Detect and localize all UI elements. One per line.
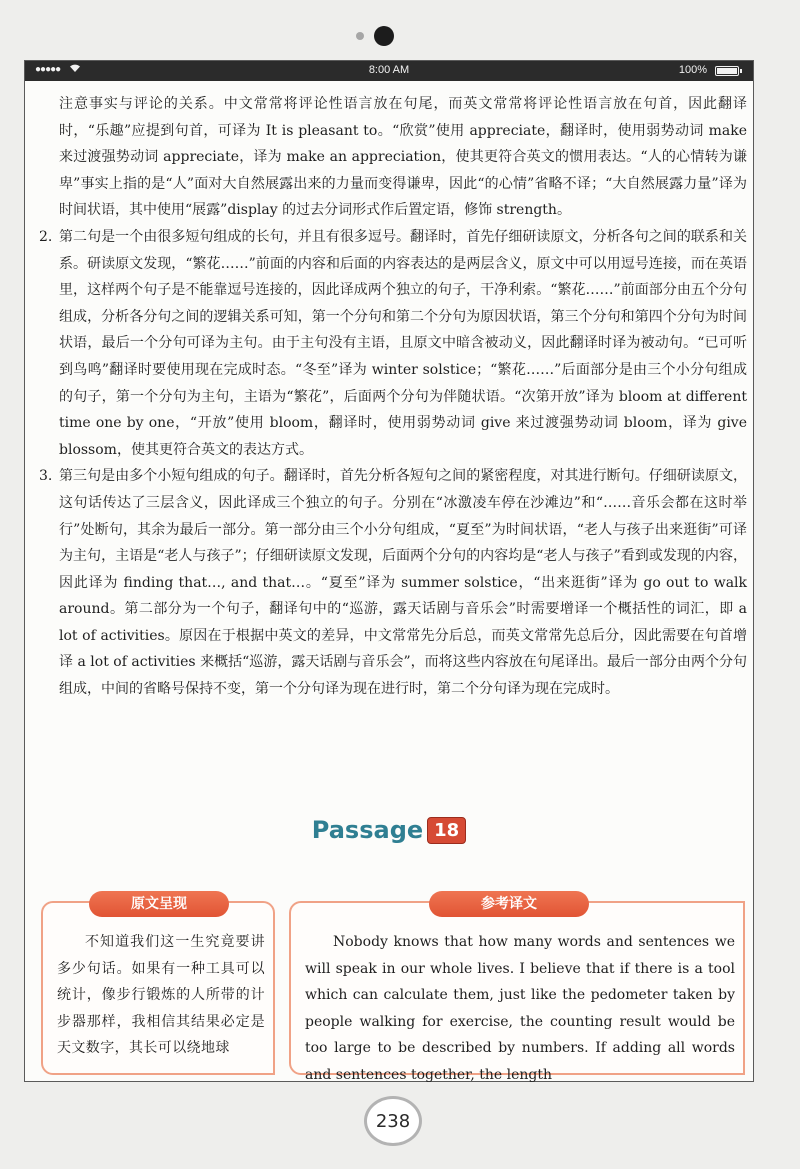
signal-indicator: ●●●●● <box>35 64 61 75</box>
list-item <box>39 224 747 463</box>
page-number: 238 <box>364 1096 422 1146</box>
item-text: 第三句是由多个小短句组成的句子。翻译时，首先分析各短句之间的紧密程度，对其进行断句。仔细研读原文，这句话传达了三层含义，因此译成三个独立的句子。分别在“冰激凌车停在沙滩边”和“……音乐会都在这时举行”处断句，其余为最后一部分。第一部分由三个小分句组成，“夏至”为时间状语，“老人与孩子出来逛街”可译为主句，主语是“老人与孩子”；仔细研读原文发现，后面两个分句的内容均是“老人与孩子”看到或发现的内容，因此译为 finding that…, and that…。“夏至”译为 summer solstice，“出来逛街”译为 go out to walk around。第二部分为一个句子，翻译句中的“巡游，露天话剧与音乐会”时需要增译一个概括性的词汇，即 a lot of activities。原因在于根据中英文的差异，中文常常先分后总，而英文常常先总后分，因此需要在句首增译 a lot of activities 来概括“巡游，露天话剧与音乐会”，而将这些内容放在句尾译出。最后一部分由两个分句组成，中间的省略号保持不变，第一个分句译为现在进行时，第二个分句译为现在完成时。 <box>59 468 747 698</box>
translation-text: Nobody knows that how many words and sentences we will speak in our whole lives. I believe that if there is a tool which can calculate them, just like the pedometer taken by people walking for exercise, the counting result would be too large to be described by numbers. If adding all words and sentences together, the length <box>305 934 735 1083</box>
battery-percent: 100% <box>678 64 707 76</box>
translation-box <box>289 896 745 1083</box>
battery-icon <box>715 66 739 76</box>
tablet-screen <box>24 60 754 1082</box>
camera-dot <box>356 32 364 40</box>
item-number: 2. <box>39 228 53 245</box>
item-text: 第二句是一个由很多短句组成的长句，并且有很多逗号。翻译时，首先仔细研读原文，分析各句之间的联系和关系。研读原文发现，“繁花……”前面的内容和后面的内容表达的是两层含义，原文中可以用逗号连接，而在英语里，这样两个句子是不能靠逗号连接的，因此译成两个独立的句子，干净利索。“繁花……”前面部分由五个分句组成，分析各分句之间的逻辑关系可知，第一个分句和第二个分句为原因状语，第三个分句和第四个分句为时间状语，最后一个分句可译为主句。由于主句没有主语，且原文中暗含被动义，因此翻译时译为被动句。“已可听到鸟鸣”翻译时要使用现在完成时态。“冬至”译为 winter solstice；“繁花……”后面部分是由三个小分句组成的句子，第一个分句为主句，主语为“繁花”，后面两个分句为伴随状语。“次第开放”译为 bloom at different time one by one，“开放”使用 bloom，翻译时，使用弱势动词 give 来过渡强势动词 bloom，译为 give blossom，使其更符合英文的表达方式。 <box>59 228 747 458</box>
original-text-label: 原文呈现 <box>89 891 229 917</box>
list-item <box>39 463 747 702</box>
commentary-body <box>39 91 747 703</box>
intro-paragraph: 注意事实与评论的关系。中文常常将评论性语言放在句尾，而英文常常将评论性语言放在句首，因此翻译时，“乐趣”应提到句首，可译为 It is pleasant to。“欣赏”使用 appreciate，翻译时，使用弱势动词 make 来过渡强势动词 appreciate，译为 make an appreciation，使其更符合英文的惯用表达。“人的心情转为谦卑”事实上指的是“人”面对大自然展露出来的力量而变得谦卑，因此“的心情”省略不译；“大自然展露力量”译为时间状语，其中使用“展露”display 的过去分词形式作后置定语，修饰 strength。 <box>59 96 747 219</box>
original-text-box <box>41 896 275 1075</box>
item-number: 3. <box>39 468 53 485</box>
status-bar <box>25 61 753 81</box>
battery-fill <box>717 68 737 74</box>
translation-label: 参考译文 <box>429 891 589 917</box>
passage-title: Passage <box>311 816 424 844</box>
passage-number-badge: 18 <box>427 817 466 844</box>
status-time: 8:00 AM <box>368 64 410 76</box>
passage-heading <box>25 816 753 844</box>
camera-lens <box>374 26 394 46</box>
original-text: 不知道我们这一生究竟要讲多少句话。如果有一种工具可以统计，像步行锻炼的人所带的计步器那样，我相信其结果必定是天文数字，其长可以绕地球 <box>57 934 265 1057</box>
